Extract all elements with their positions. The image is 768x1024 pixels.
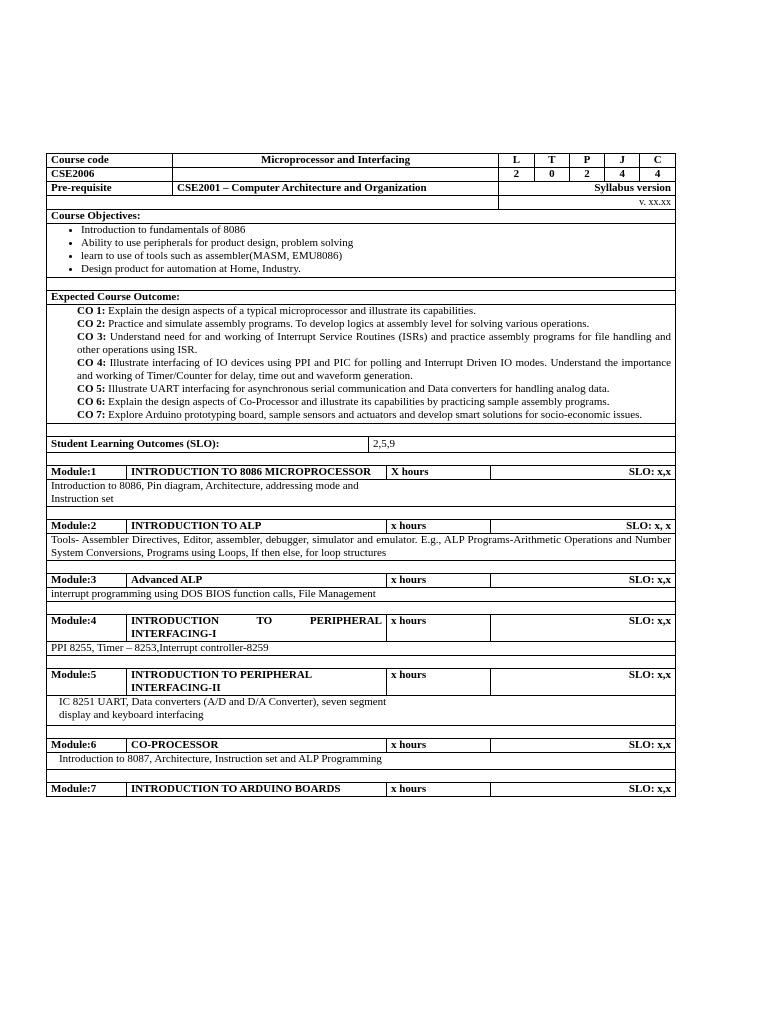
course-code: CSE2006: [47, 168, 173, 182]
blank-cell: [47, 507, 676, 520]
module-content-row: [47, 753, 676, 770]
module-title: Advanced ALP: [127, 574, 387, 588]
slo-value: 2,5,9: [369, 437, 676, 453]
module-hours: x hours: [387, 739, 491, 753]
module-hours: x hours: [387, 520, 491, 534]
ltpjc-value-j: 4: [605, 168, 640, 181]
module-title: INTRODUCTION TO 8086 MICROPROCESSOR: [127, 466, 387, 480]
prereq-row: [47, 182, 676, 196]
co-text: Illustrate UART interfacing for asynchronous serial communication and Data converters for handling analog data.: [105, 383, 610, 395]
module-label: Module:6: [47, 739, 127, 753]
blank-cell: [47, 453, 676, 466]
module-hours: x hours: [387, 574, 491, 588]
course-outcome: [77, 383, 671, 396]
outcomes-label-row: [47, 291, 676, 305]
blank-cell: [47, 561, 676, 574]
module-content-row: [47, 534, 676, 561]
objectives-row: [47, 224, 676, 278]
course-outcome: [77, 331, 671, 357]
module-title: INTRODUCTION TO PERIPHERAL INTERFACING-I: [127, 615, 387, 642]
blank-cell: [47, 770, 676, 783]
objectives-list-cell: [47, 224, 676, 278]
co-text: Illustrate interfacing of IO devices using PPI and PIC for polling and Interrupt Driven IO modes. Understand the importance and working of Timer/Counter for delay, time out and waveform generation.: [77, 357, 672, 382]
co-text: Practice and simulate assembly programs. To develop logics at assembly level for solving various operations.: [105, 318, 590, 330]
blank-row: [47, 656, 676, 669]
ltpjc-label-c: C: [653, 154, 662, 166]
blank-row: [47, 453, 676, 466]
co-text: Explain the design aspects of a typical microprocessor and illustrate its capabilities.: [105, 305, 476, 317]
module-title: INTRODUCTION TO PERIPHERAL INTERFACING-II: [127, 669, 387, 696]
course-title: Microprocessor and Interfacing: [173, 154, 499, 168]
module-label: Module:4: [47, 615, 127, 642]
objectives-list: [51, 224, 671, 276]
objectives-label-row: [47, 210, 676, 224]
syllabus-version: v. xx.xx: [499, 196, 676, 210]
module-content: Introduction to 8086, Pin diagram, Architecture, addressing mode and Instruction set: [47, 480, 676, 507]
blank-cell: [47, 726, 676, 739]
ltpjc-labels: [499, 154, 676, 168]
ltpjc-value-p: 2: [569, 168, 604, 181]
module-content: PPI 8255, Timer – 8253,Interrupt controller-8259: [47, 642, 676, 656]
blank-cell: [47, 278, 676, 291]
blank-cell: [47, 602, 676, 615]
prereq-value: CSE2001 – Computer Architecture and Organization: [173, 182, 499, 196]
course-outcome: [77, 396, 671, 409]
module-content: IC 8251 UART, Data converters (A/D and D/A Converter), seven segment display and keyboard interfacing: [47, 696, 676, 726]
module-label: Module:7: [47, 783, 127, 797]
blank-row: [47, 726, 676, 739]
module-slo: SLO: x,x: [491, 783, 676, 797]
module-title: INTRODUCTION TO ALP: [127, 520, 387, 534]
module-title: CO-PROCESSOR: [127, 739, 387, 753]
course-outcome: [77, 305, 671, 318]
syllabus-version-row: [47, 196, 676, 210]
course-code-label: Course code: [47, 154, 173, 168]
module-content: interrupt programming using DOS BIOS function calls, File Management: [47, 588, 676, 602]
blank-cell: [47, 424, 676, 437]
ltpjc-value-l: 2: [499, 168, 534, 181]
co-text: Explain the design aspects of Co-Processor and illustrate its capabilities by practicing sample assembly programs.: [105, 396, 610, 408]
objective-item: • Introduction to fundamentals of 8086: [81, 224, 671, 237]
module-content: Introduction to 8087, Architecture, Instruction set and ALP Programming: [47, 753, 676, 770]
ltpjc-values: [499, 168, 676, 182]
module-slo: SLO: x,x: [491, 466, 676, 480]
module-title: INTRODUCTION TO ARDUINO BOARDS: [127, 783, 387, 797]
module-header-row: [47, 520, 676, 534]
course-outcome: [77, 318, 671, 331]
module-header-row: [47, 739, 676, 753]
module-content-row: [47, 588, 676, 602]
module-header-row: [47, 615, 676, 642]
blank-row: [47, 561, 676, 574]
co-code: CO 2:: [77, 318, 106, 330]
objective-item: • Ability to use peripherals for product design, problem solving: [81, 237, 671, 250]
module-label: Module:5: [47, 669, 127, 696]
blank-cell: [47, 656, 676, 669]
module-hours: x hours: [387, 615, 491, 642]
module-hours: x hours: [387, 669, 491, 696]
module-label: Module:3: [47, 574, 127, 588]
co-code: CO 1:: [77, 305, 106, 317]
blank-row: [47, 507, 676, 520]
module-header-row: [47, 466, 676, 480]
module-hours: X hours: [387, 466, 491, 480]
blank-row: [47, 278, 676, 291]
co-text: Understand need for and working of Interrupt Service Routines (ISRs) and practice assembly programs for file handling and other operations using ISR.: [77, 331, 672, 356]
module-header-row: [47, 574, 676, 588]
ltpjc-label-l: L: [499, 154, 534, 167]
outcomes-cell: [47, 305, 676, 424]
slo-label: Student Learning Outcomes (SLO):: [47, 437, 369, 453]
syllabus-version-label: Syllabus version: [499, 182, 676, 196]
ltpjc-value-t: 0: [534, 168, 569, 181]
co-code: CO 6:: [77, 396, 106, 408]
module-label: Module:2: [47, 520, 127, 534]
outcomes-row: [47, 305, 676, 424]
module-content-row: [47, 642, 676, 656]
module-slo: SLO: x,x: [491, 739, 676, 753]
module-content-row: [47, 696, 676, 726]
course-code-row: [47, 154, 676, 168]
course-title-spacer: [173, 168, 499, 182]
objectives-label: Course Objectives:: [47, 210, 676, 224]
syllabus-sheet: [46, 153, 675, 797]
course-outcome: [77, 409, 671, 422]
module-label: Module:1: [47, 466, 127, 480]
co-code: CO 7:: [77, 409, 106, 421]
co-code: CO 3:: [77, 331, 107, 343]
co-code: CO 5:: [77, 383, 106, 395]
objective-item: • Design product for automation at Home, Industry.: [81, 263, 671, 276]
course-code-value-row: [47, 168, 676, 182]
syllabus-table: [46, 153, 676, 797]
ltpjc-label-j: J: [605, 154, 640, 167]
module-slo: SLO: x,x: [491, 615, 676, 642]
prereq-label: Pre-requisite: [47, 182, 173, 196]
module-header-row: [47, 669, 676, 696]
ltpjc-label-p: P: [569, 154, 604, 167]
blank-row: [47, 770, 676, 783]
co-text: Explore Arduino prototyping board, sample sensors and actuators and develop smart solutions for socio-economic issues.: [105, 409, 643, 421]
module-hours: x hours: [387, 783, 491, 797]
module-header-row: [47, 783, 676, 797]
objective-item: • learn to use of tools such as assembler(MASM, EMU8086): [81, 250, 671, 263]
module-slo: SLO: x, x: [491, 520, 676, 534]
outcomes-label: Expected Course Outcome:: [47, 291, 676, 305]
module-content: Tools- Assembler Directives, Editor, assembler, debugger, simulator and emulator. E.g., ALP Programs-Arithmetic Operations and Number System Conversions, Programs using Loops, If then else, for loop structures: [47, 534, 676, 561]
slo-row: [47, 437, 676, 453]
ltpjc-label-t: T: [534, 154, 569, 167]
module-slo: SLO: x,x: [491, 574, 676, 588]
course-outcome: [77, 357, 671, 383]
module-content-row: [47, 480, 676, 507]
module-slo: SLO: x,x: [491, 669, 676, 696]
blank-row: [47, 602, 676, 615]
syllabus-version-spacer: [47, 196, 499, 210]
ltpjc-value-c: 4: [654, 168, 661, 180]
blank-row: [47, 424, 676, 437]
co-code: CO 4:: [77, 357, 107, 369]
